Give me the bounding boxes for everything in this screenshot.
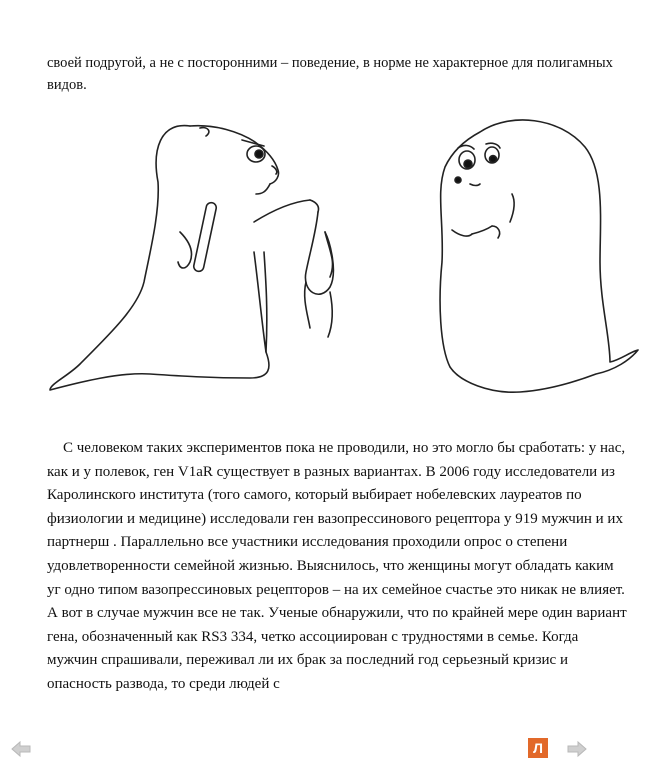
body-paragraph: С человеком таких экспериментов пока не проводили, но это могло бы сработать: у нас, как и у полевок, ген V1aR существует в разных вариантах. В 2006 году исследователи из Каролинского института (того самого, который выбирает нобелевских лауреатов по физиологии и медицине) исследовали ген вазопрессинового рецептора у 919 мужчин и их партнерш . Параллельно все участники исследования проходили опрос о степени удовлетворенности семейной жизнью. Выяснилось, что женщины могут обладать каким уг одно типом вазопрессиновых рецепторов – на их семейное счастье это никак не влияет. А вот в случае мужчин все не так. Ученые обнаружили, что по крайней мере один вариант гена, обозначенный как RS3 334, четко ассоциирован с трудностями в семье. Когда мужчин спрашивали, переживал ли их брак за последний год серьезный кризис и опасность развода, то среди людей с (47, 440, 627, 692)
arrow-left-icon (10, 740, 32, 758)
sad-vole-drawing (440, 120, 638, 392)
arrow-right-icon (566, 740, 588, 758)
next-page-button[interactable] (566, 740, 588, 758)
top-paragraph: своей подругой, а не с посторонними – поведение, в норме не характерное для полигамных видов. (47, 55, 613, 93)
angry-vole-drawing (50, 126, 333, 390)
two-voles-illustration (40, 102, 640, 407)
litres-logo: Л (528, 738, 548, 758)
previous-page-button[interactable] (10, 740, 32, 758)
